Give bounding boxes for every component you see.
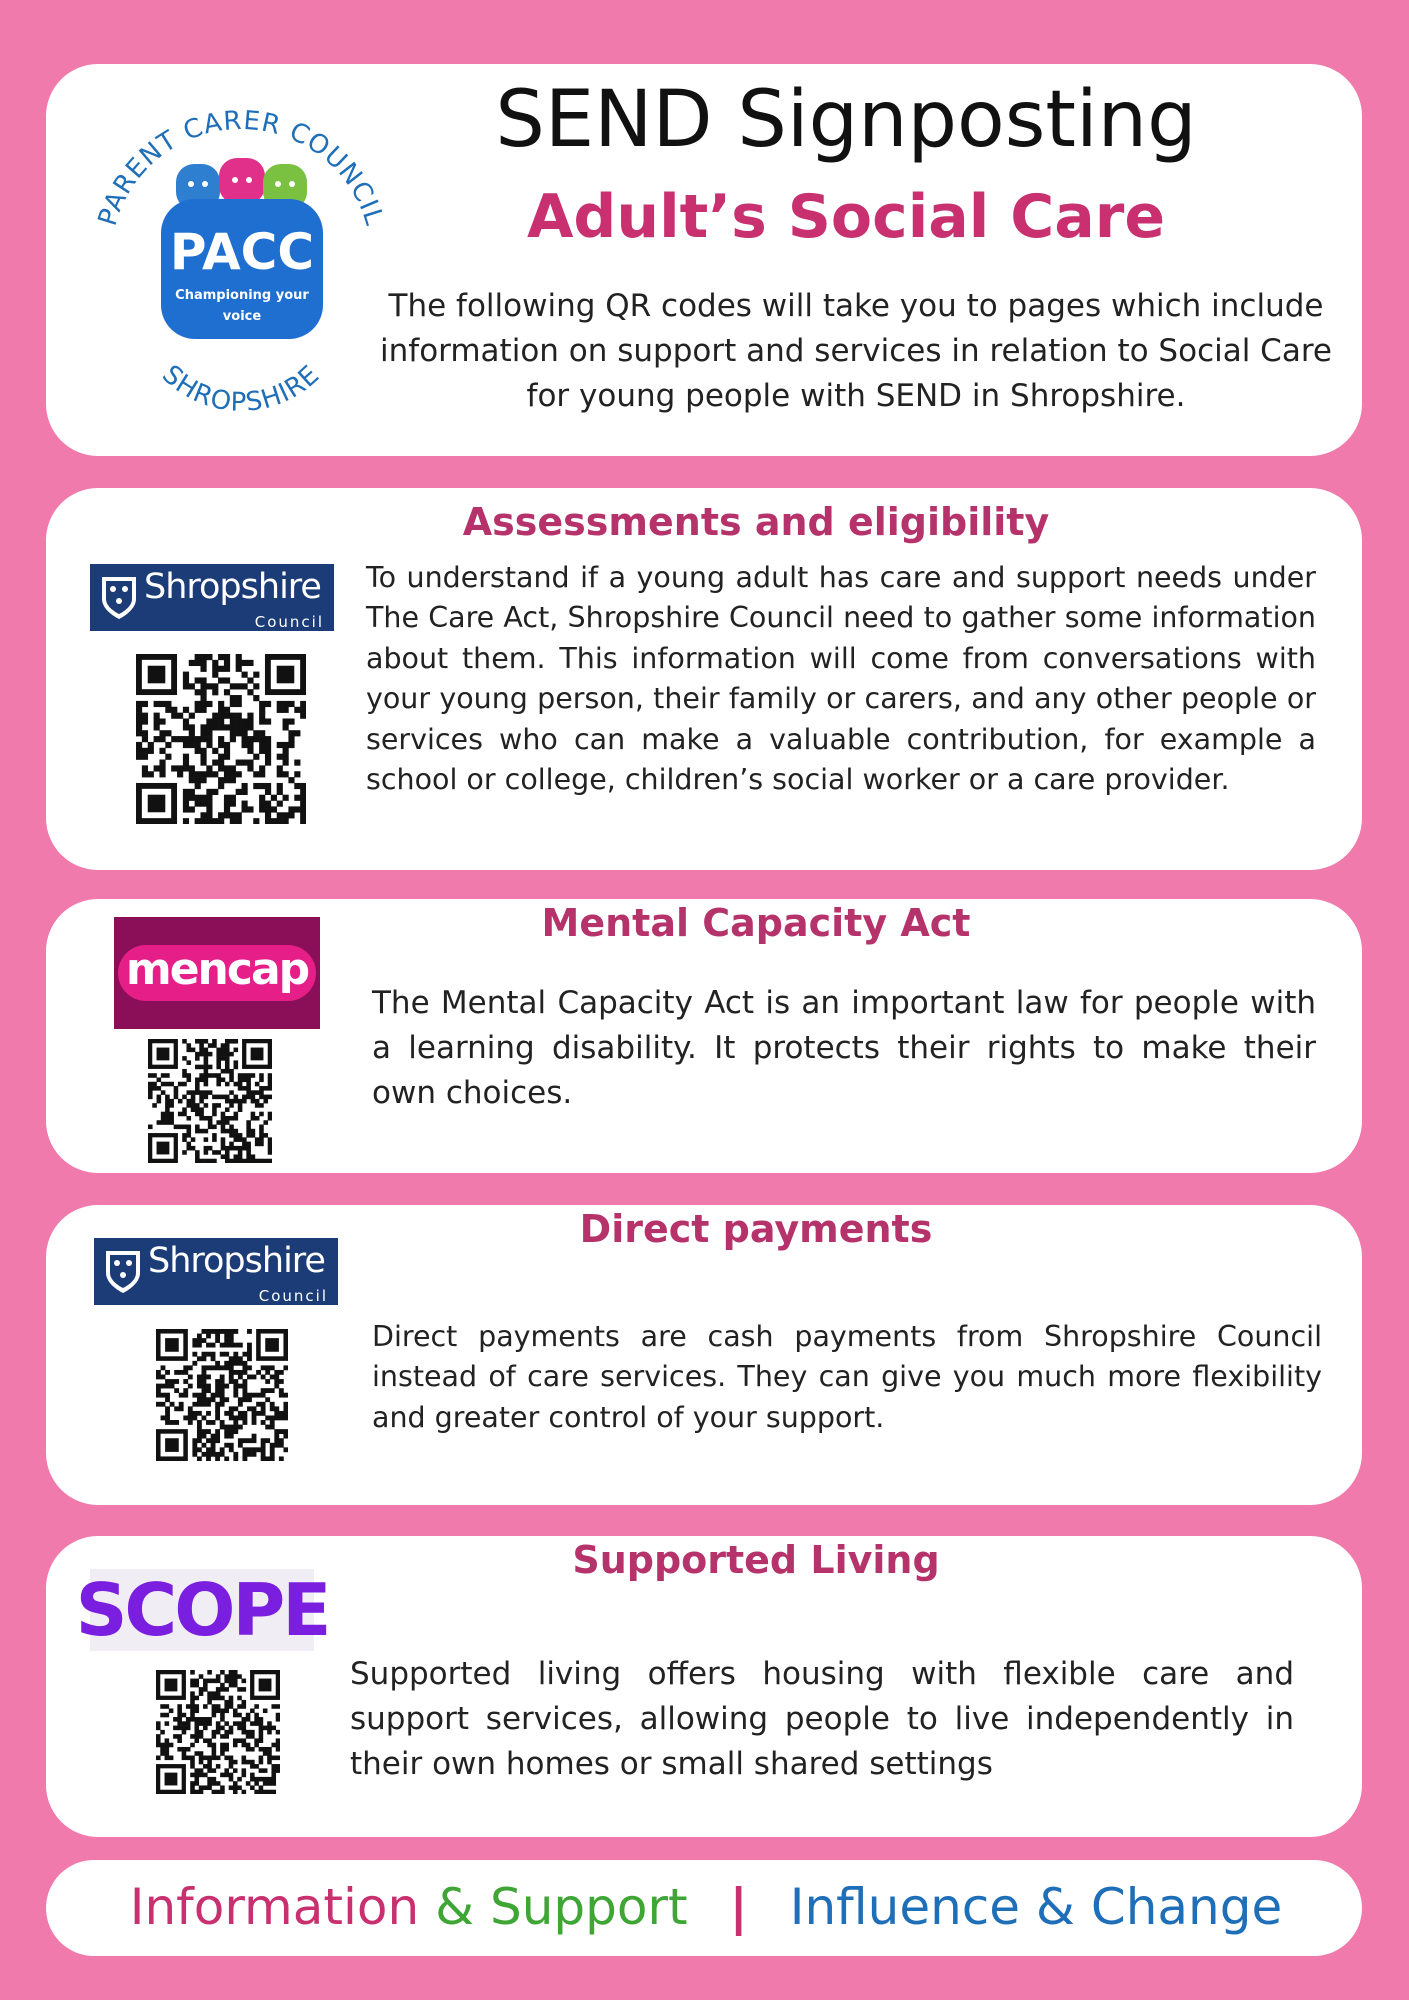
page-title: SEND Signposting [495,75,1197,165]
qr-code-icon[interactable] [148,1039,272,1163]
section-text: To understand if a young adult has care and support needs under The Care Act, Shropshire Council need to gather some information about them. This information will come from conversations with your young person, their family or carers, and any other people or services who can make a valuable contribution, for example a school or college, children’s social worker or a care provider. [366,561,1316,797]
footer-influence-change: Influence & Change [789,1878,1283,1936]
shropshire-logo-name: Shropshire [148,1241,325,1281]
pacc-tagline-1: Championing your [175,288,309,303]
pacc-name: PACC [169,223,315,281]
footer-amp: & [435,1878,475,1936]
footer-card [46,1860,1362,1956]
section-direct-payments [46,1205,1362,1505]
shield-icon [100,575,138,621]
scope-logo[interactable]: SCOPE [75,1568,329,1652]
section-text: Supported living offers housing with flexible care and support services, allowing people to live independently in their own homes or small shared settings [350,1656,1294,1782]
section-supported-living [46,1536,1362,1837]
qr-code-icon[interactable] [156,1670,280,1794]
intro-text: The following QR codes will take you to pages which include information on support and services in relation to Social Care for young people with SEND in Shropshire. [380,288,1332,414]
shield-icon [104,1249,142,1295]
pacc-tagline-2: voice [222,309,262,324]
section-assessments [46,488,1362,870]
header-card [46,64,1362,456]
section-title: Supported Living [572,1538,940,1582]
mencap-logo[interactable] [114,917,320,1029]
shropshire-logo-name: Shropshire [144,567,321,607]
shropshire-council-logo[interactable] [94,1238,338,1305]
shropshire-council-logo[interactable] [90,564,334,631]
qr-code-icon[interactable] [136,654,306,824]
footer-divider: | [729,1878,748,1936]
section-mental-capacity [46,899,1362,1173]
shropshire-logo-sub: Council [258,1287,328,1305]
footer-support: Support [489,1878,688,1936]
pacc-arc-bottom-text: SHROPSHIRE [156,359,326,418]
footer-tagline [86,1870,1326,1945]
svg-text:SHROPSHIRE [156,360,326,418]
page-subtitle: Adult’s Social Care [526,182,1166,252]
pacc-logo [81,84,401,424]
mencap-logo-name: mencap [118,945,316,1002]
qr-code-icon[interactable] [156,1329,288,1461]
footer-information: Information [129,1878,420,1936]
section-text: Direct payments are cash payments from Shropshire Council instead of care services. They can give you much more flexibility and greater control of your support. [372,1320,1322,1434]
section-text: The Mental Capacity Act is an important law for people with a learning disability. It protects their rights to make their own choices. [372,985,1316,1111]
section-title: Assessments and eligibility [462,500,1050,544]
shropshire-logo-sub: Council [254,613,324,631]
section-title: Direct payments [579,1207,933,1251]
section-title: Mental Capacity Act [541,901,971,945]
pacc-arc-top-text: PARENT CARER COUNCIL [92,105,390,230]
